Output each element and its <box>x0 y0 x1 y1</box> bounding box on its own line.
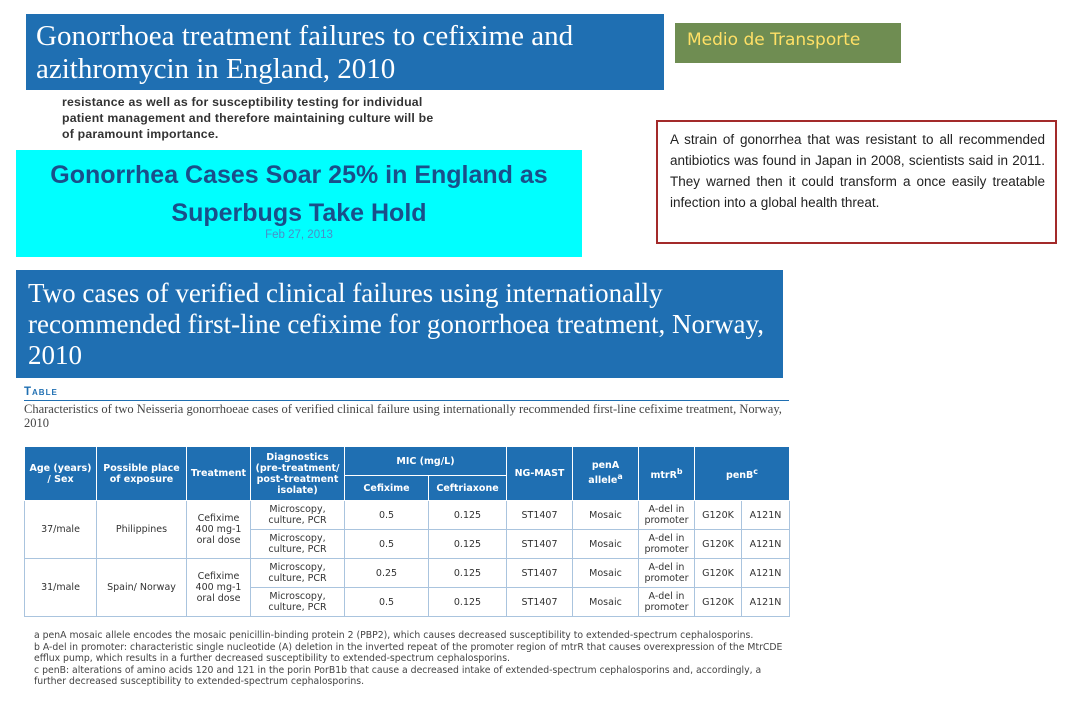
cell-penb-2: A121N <box>742 501 790 530</box>
header-ngmast: NG-MAST <box>507 447 573 501</box>
cell-mtrr: A-del in promoter <box>639 588 695 617</box>
header-age-sex: Age (years) / Sex <box>25 447 97 501</box>
cell-pena: Mosaic <box>573 530 639 559</box>
header-mic: MIC (mg/L) <box>345 447 507 476</box>
cell-ceftriaxone: 0.125 <box>429 501 507 530</box>
clinical-failure-table <box>24 446 790 617</box>
cell-penb-2: A121N <box>742 588 790 617</box>
cell-treatment: Cefixime 400 mg-1 oral dose <box>187 559 251 617</box>
header-penb: penB$^c$ <box>695 447 790 501</box>
cell-penb-1: G120K <box>695 559 742 588</box>
article-banner-england <box>26 14 664 90</box>
cell-ngmast: ST1407 <box>507 559 573 588</box>
news-date: Feb 27, 2013 <box>265 229 333 241</box>
cell-pena: Mosaic <box>573 559 639 588</box>
header-ceftriaxone: Ceftriaxone <box>429 476 507 501</box>
table-divider <box>24 400 789 401</box>
topic-tag-label: Medio de Transporte <box>687 30 861 50</box>
header-treatment: Treatment <box>187 447 251 501</box>
cell-ceftriaxone: 0.125 <box>429 530 507 559</box>
article-banner-norway <box>16 270 783 378</box>
footnote-c: c penB: alterations of amino acids 120 and 121 in the porin PorB1b that cause a decreased intake of extended-spectrum cephalosporins and, accordingly, a further decreased susceptibility to extended-spectrum cephalosporins. <box>34 665 762 687</box>
cell-diagnostics: Microscopy, culture, PCR <box>251 588 345 617</box>
table-label: Table <box>24 386 58 398</box>
cell-diagnostics: Microscopy, culture, PCR <box>251 530 345 559</box>
cell-mtrr: A-del in promoter <box>639 559 695 588</box>
cell-place: Spain/ Norway <box>97 559 187 617</box>
cell-treatment: Cefixime 400 mg-1 oral dose <box>187 501 251 559</box>
cell-cefixime: 0.5 <box>345 588 429 617</box>
header-pena: penA allele$^a$ <box>573 447 639 501</box>
cell-diagnostics: Microscopy, culture, PCR <box>251 559 345 588</box>
cell-cefixime: 0.25 <box>345 559 429 588</box>
cell-penb-1: G120K <box>695 501 742 530</box>
header-place: Possible place of exposure <box>97 447 187 501</box>
table-footnotes <box>34 630 794 688</box>
header-diagnostics: Diagnostics (pre-treatment/ post-treatment isolate) <box>251 447 345 501</box>
article-snippet: resistance as well as for susceptibility testing for individual patient management and therefore maintaining culture will be of paramount importance. <box>62 95 434 141</box>
cell-penb-2: A121N <box>742 559 790 588</box>
header-mtrr: mtrR$^b$ <box>639 447 695 501</box>
cell-ngmast: ST1407 <box>507 530 573 559</box>
cell-cefixime: 0.5 <box>345 530 429 559</box>
cell-age-sex: 31/male <box>25 559 97 617</box>
cell-pena: Mosaic <box>573 588 639 617</box>
table-row <box>25 559 790 588</box>
cell-penb-2: A121N <box>742 530 790 559</box>
topic-tag <box>675 23 901 63</box>
quote-text: A strain of gonorrhea that was resistant to all recommended antibiotics was found in Japan in 2008, scientists said in 2011. They warned then it could transform a once easily treatable infection into a global health threat. <box>670 132 1045 210</box>
cell-cefixime: 0.5 <box>345 501 429 530</box>
cell-mtrr: A-del in promoter <box>639 501 695 530</box>
cell-ngmast: ST1407 <box>507 501 573 530</box>
article-title-england: Gonorrhoea treatment failures to cefixime and azithromycin in England, 2010 <box>36 20 574 85</box>
footnote-a: a penA mosaic allele encodes the mosaic penicillin-binding protein 2 (PBP2), which causes decreased susceptibility to extended-spectrum cephalosporins. <box>34 630 754 641</box>
cell-penb-1: G120K <box>695 530 742 559</box>
cell-penb-1: G120K <box>695 588 742 617</box>
cell-ceftriaxone: 0.125 <box>429 588 507 617</box>
cell-mtrr: A-del in promoter <box>639 530 695 559</box>
footnote-b: b A-del in promoter: characteristic single nucleotide (A) deletion in the inverted repeat of the promoter region of mtrR that causes overexpression of the MtrCDE efflux pump, which results in a further decreased susceptibility to extended-spectrum cephalosporins. <box>34 642 783 664</box>
news-headline-box <box>16 150 582 257</box>
news-headline: Gonorrhea Cases Soar 25% in England as Superbugs Take Hold <box>50 161 548 227</box>
quote-box <box>656 120 1057 244</box>
cell-ngmast: ST1407 <box>507 588 573 617</box>
cell-pena: Mosaic <box>573 501 639 530</box>
cell-place: Philippines <box>97 501 187 559</box>
cell-ceftriaxone: 0.125 <box>429 559 507 588</box>
article-title-norway: Two cases of verified clinical failures using internationally recommended first-line cefixime for gonorrhoea treatment, Norway, 2010 <box>28 278 764 370</box>
cell-diagnostics: Microscopy, culture, PCR <box>251 501 345 530</box>
table-caption: Characteristics of two Neisseria gonorrhoeae cases of verified clinical failure using internationally recommended first-line cefixime treatment, Norway, 2010 <box>24 402 782 430</box>
header-cefixime: Cefixime <box>345 476 429 501</box>
table-row <box>25 501 790 530</box>
cell-age-sex: 37/male <box>25 501 97 559</box>
